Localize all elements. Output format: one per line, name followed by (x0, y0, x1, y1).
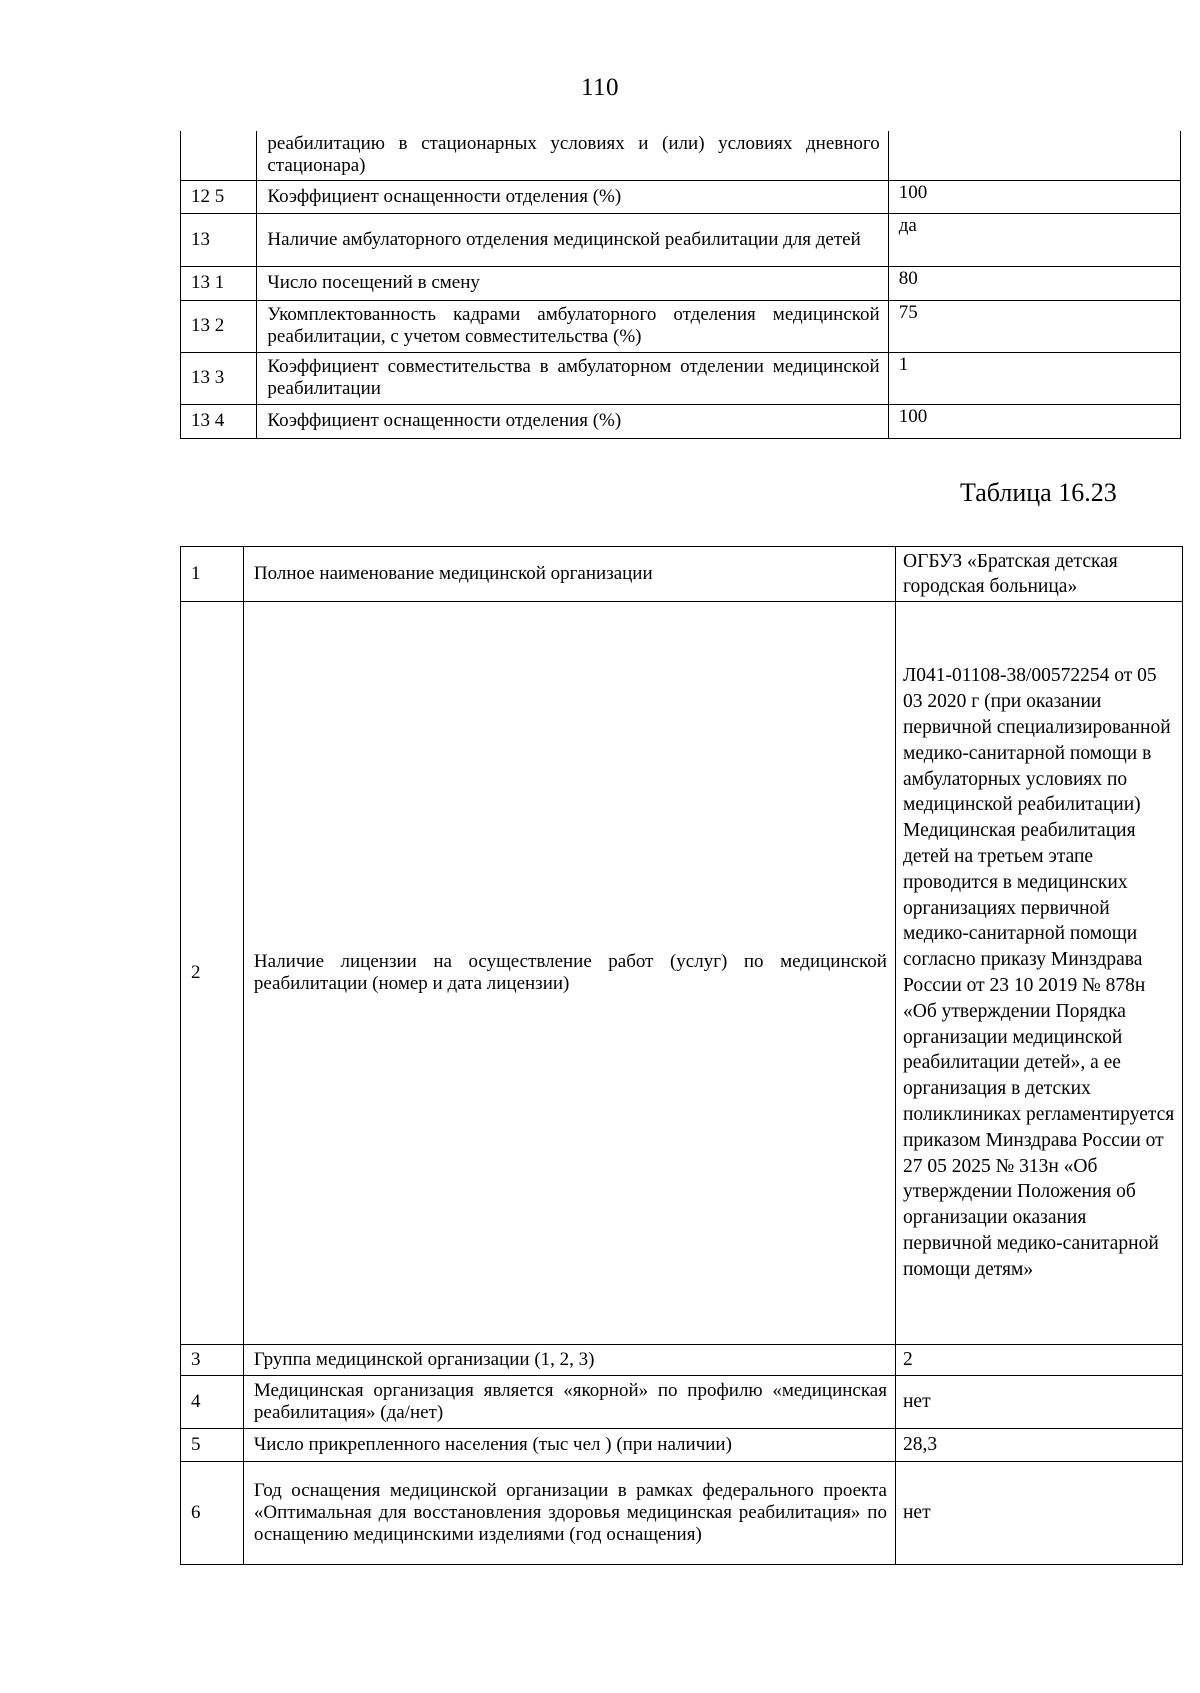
row-value: нет (895, 1375, 1182, 1428)
row-number: 2 (181, 602, 244, 1345)
table-row (181, 266, 1181, 300)
row-number: 1 (181, 547, 244, 602)
row-value: 1 (888, 352, 1180, 404)
row-name: Полное наименование медицинской организации (243, 547, 895, 602)
row-number: 13 3 (181, 352, 257, 404)
row-number: 13 1 (181, 266, 257, 300)
indicators-table-continuation (180, 131, 1181, 439)
row-name: Год оснащения медицинской организации в рамках федерального проекта «Оптимальная для восстановления здоровья медицинская реабилитация» по оснащению медицинскими изделиями (год оснащения) (243, 1461, 895, 1564)
table-row (181, 213, 1181, 266)
row-value: да (888, 213, 1180, 266)
table-row (181, 1428, 1183, 1461)
table-row (181, 1461, 1183, 1564)
row-number: 13 2 (181, 300, 257, 352)
row-name: реабилитацию в стационарных условиях и (или) условиях дневного стационара) (257, 131, 888, 180)
row-value: 2 (895, 1345, 1182, 1376)
table-row (181, 404, 1181, 438)
row-number: 13 (181, 213, 257, 266)
row-name: Медицинская организация является «якорной» по профилю «медицинская реабилитация» (да/нет) (243, 1375, 895, 1428)
row-number: 3 (181, 1345, 244, 1376)
table-row (181, 131, 1181, 180)
row-value: 75 (888, 300, 1180, 352)
row-number: 12 5 (181, 180, 257, 213)
row-number: 13 4 (181, 404, 257, 438)
row-value: 80 (888, 266, 1180, 300)
row-value: 100 (888, 404, 1180, 438)
row-value: ОГБУЗ «Братская детская городская больница» (895, 547, 1182, 602)
row-number: 6 (181, 1461, 244, 1564)
row-name: Укомплектованность кадрами амбулаторного отделения медицинской реабилитации, с учетом совместительства (%) (257, 300, 888, 352)
table-row (181, 352, 1181, 404)
table-row (181, 300, 1181, 352)
row-name: Коэффициент совместительства в амбулаторном отделении медицинской реабилитации (257, 352, 888, 404)
table-row (181, 1375, 1183, 1428)
table-row (181, 1345, 1183, 1376)
table-caption: Таблица 16.23 (960, 478, 1117, 507)
table-row (181, 547, 1183, 602)
row-name: Число посещений в смену (257, 266, 888, 300)
row-name: Наличие лицензии на осуществление работ (услуг) по медицинской реабилитации (номер и дата лицензии) (243, 602, 895, 1345)
row-value: 28,3 (895, 1428, 1182, 1461)
table-row (181, 180, 1181, 213)
row-value: нет (895, 1461, 1182, 1564)
organization-table (180, 546, 1183, 1565)
row-number (181, 131, 257, 180)
row-number: 4 (181, 1375, 244, 1428)
row-value: Л041-01108-38/00572254 от 05 03 2020 г (при оказании первичной специализированной медико-санитарной помощи в амбулаторных условиях по медицинской реабилитации) Медицинская реабилитация детей на третьем этапе проводится в медицинских организациях первичной медико-санитарной помощи согласно приказу Минздрава России от 23 10 2019 № 878н «Об утверждении Порядка организации медицинской реабилитации детей», а ее организация в детских поликлиниках регламентируется приказом Минздрава России от 27 05 2025 № 313н «Об утверждении Положения об организации оказания первичной медико-санитарной помощи детям» (895, 602, 1182, 1345)
table-row (181, 602, 1183, 1345)
row-name: Наличие амбулаторного отделения медицинской реабилитации для детей (257, 213, 888, 266)
row-value (888, 131, 1180, 180)
page-number: 110 (580, 74, 620, 101)
row-name: Коэффициент оснащенности отделения (%) (257, 180, 888, 213)
row-value: 100 (888, 180, 1180, 213)
row-name: Коэффициент оснащенности отделения (%) (257, 404, 888, 438)
row-name: Группа медицинской организации (1, 2, 3) (243, 1345, 895, 1376)
row-number: 5 (181, 1428, 244, 1461)
row-name: Число прикрепленного населения (тыс чел ) (при наличии) (243, 1428, 895, 1461)
